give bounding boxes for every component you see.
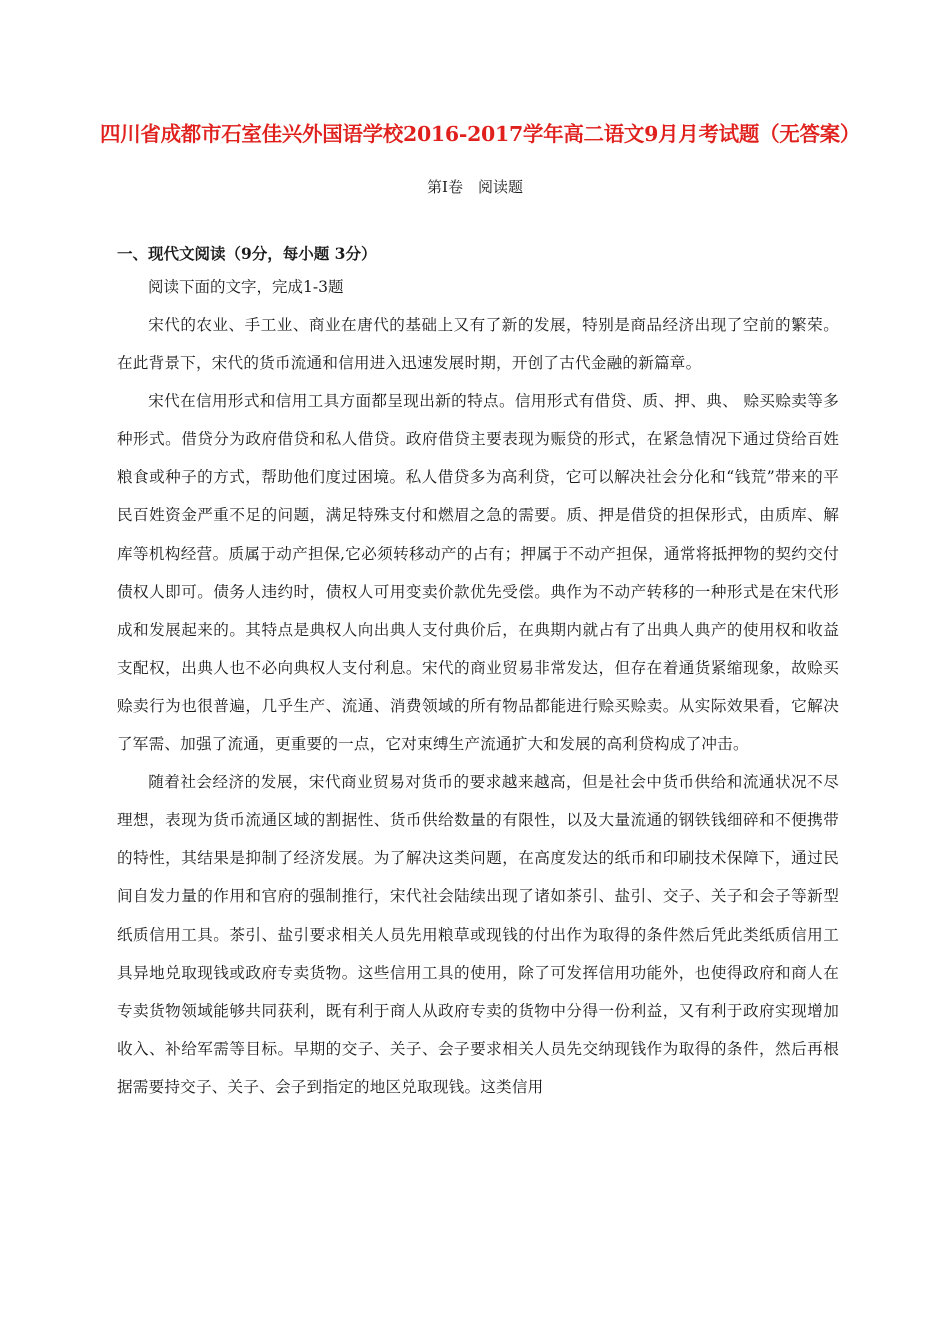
document-title: 四川省成都市石室佳兴外国语学校2016-2017学年高二语文9月月考试题（无答案） (100, 122, 861, 146)
reading-passage (117, 306, 839, 1106)
passage-paragraph: 宋代的农业、手工业、商业在唐代的基础上又有了新的发展，特别是商品经济出现了空前的繁荣。在此背景下，宋代的货币流通和信用进入迅速发展时期，开创了古代金融的新篇章。 (117, 316, 839, 373)
passage-paragraph: 随着社会经济的发展，宋代商业贸易对货币的要求越来越高，但是社会中货币供给和流通状况不尽理想，表现为货币流通区域的割据性、货币供给数量的有限性，以及大量流通的钢铁钱细碎和不便携带的特性，其结果是抑制了经济发展。为了解决这类问题，在高度发达的纸币和印刷技术保障下，通过民间自发力量的作用和官府的强制推行，宋代社会陆续出现了诸如茶引、盐引、交子、关子和会子等新型纸质信用工具。茶引、盐引要求相关人员先用粮草或现钱的付出作为取得的条件然后凭此类纸质信用工具异地兑取现钱或政府专卖货物。这些信用工具的使用，除了可发挥信用功能外，也使得政府和商人在专卖货物领域能够共同获利，既有利于商人从政府专卖的货物中分得一份利益，又有利于政府实现增加收入、补给军需等目标。早期的交子、关子、会子要求相关人员先交纳现钱作为取得的条件，然后再根据需要持交子、关子、会子到指定的地区兑取现钱。这类信用 (117, 773, 839, 1096)
section-heading: 一、现代文阅读（9分，每小题 3分） (117, 244, 377, 263)
passage-paragraph: 宋代在信用形式和信用工具方面都呈现出新的特点。信用形式有借贷、质、押、典、 赊买赊卖等多种形式。借贷分为政府借贷和私人借贷。政府借贷主要表现为赈贷的形式，在紧急情况下通过贷给百姓粮食或种子的方式，帮助他们度过困境。私人借贷多为高利贷，它可以解决社会分化和“钱荒”带来的平民百姓资金严重不足的问题，满足特殊支付和燃眉之急的需要。质、押是借贷的担保形式，由质库、解库等机构经营。质属于动产担保,它必须转移动产的占有；押属于不动产担保，通常将抵押物的契约交付债权人即可。债务人违约时，债权人可用变卖价款优先受偿。典作为不动产转移的一种形式是在宋代形成和发展起来的。其特点是典权人向出典人支付典价后，在典期内就占有了出典人典产的使用权和收益支配权，出典人也不必向典权人支付利息。宋代的商业贸易非常发达，但存在着通货紧缩现象，故赊买赊卖行为也很普遍，几乎生产、流通、消费领域的所有物品都能进行赊买赊卖。从实际效果看，它解决了军需、加强了流通，更重要的一点，它对束缚生产流通扩大和发展的高利贷构成了冲击。 (117, 392, 839, 754)
document-subtitle: 第Ⅰ卷 阅读题 (427, 178, 523, 196)
reading-instruction: 阅读下面的文字，完成1-3题 (148, 278, 344, 296)
